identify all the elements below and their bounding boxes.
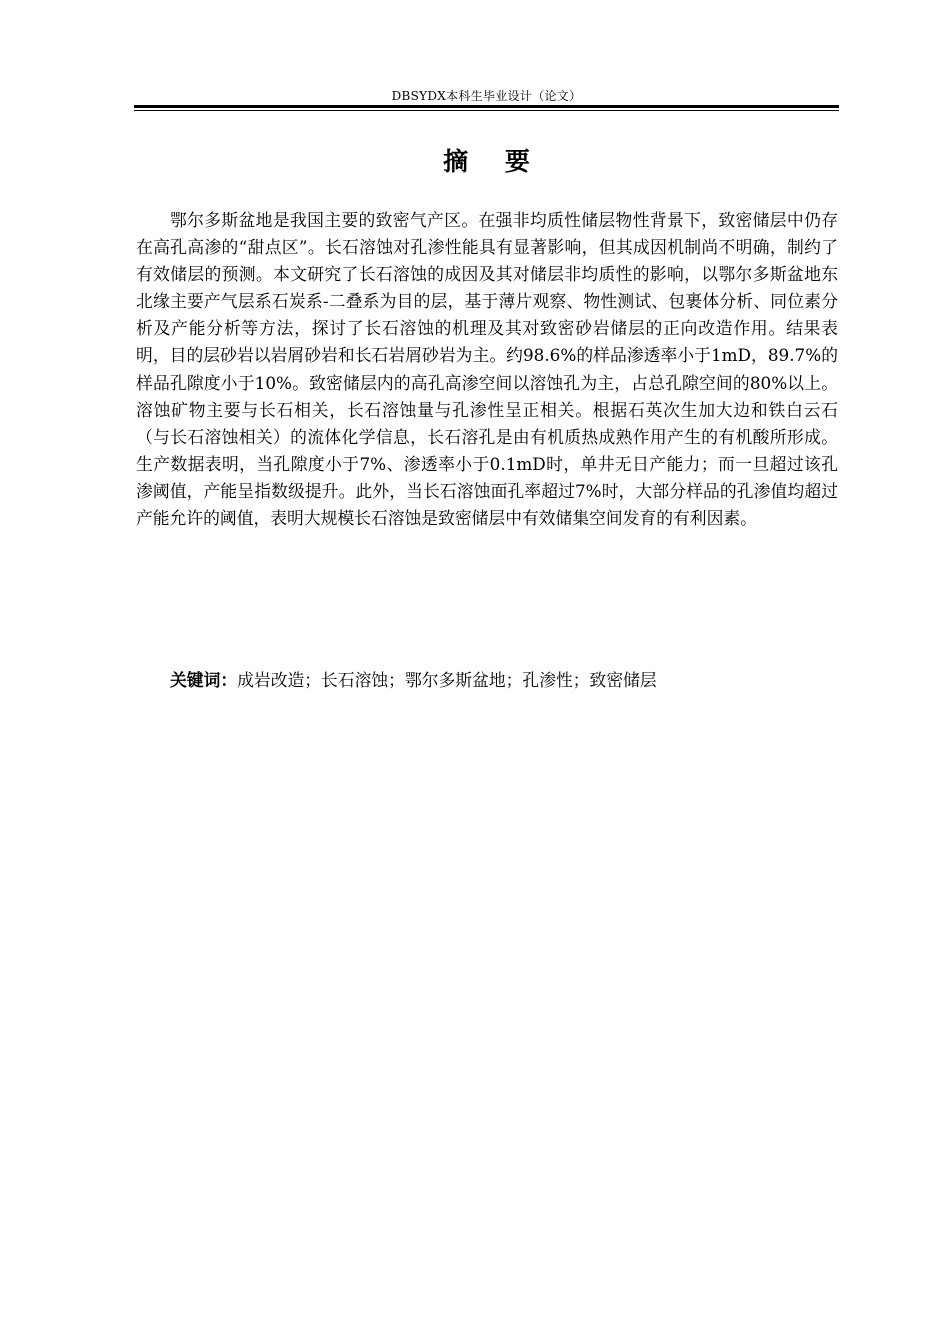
keywords-text: 成岩改造；长石溶蚀；鄂尔多斯盆地；孔渗性；致密储层 bbox=[237, 670, 657, 690]
header-rule-thin bbox=[134, 110, 839, 111]
keywords-line bbox=[170, 667, 838, 694]
keywords-label: 关键词： bbox=[170, 670, 238, 690]
page-header: DBSYDX本科生毕业设计（论文） bbox=[391, 89, 582, 103]
page-title: 摘 要 bbox=[443, 147, 544, 176]
abstract-paragraph: 鄂尔多斯盆地是我国主要的致密气产区。在强非均质性储层物性背景下，致密储层中仍存在高孔高渗的“甜点区”。长石溶蚀对孔渗性能具有显著影响，但其成因机制尚不明确，制约了有效储层的预测。本文研究了长石溶蚀的成因及其对储层非均质性的影响，以鄂尔多斯盆地东北缘主要产气层系石炭系-二叠系为目的层，基于薄片观察、物性测试、包裹体分析、同位素分析及产能分析等方法，探讨了长石溶蚀的机理及其对致密砂岩储层的正向改造作用。结果表明，目的层砂岩以岩屑砂岩和长石岩屑砂岩为主。约98.6%的样品渗透率小于1mD，89.7%的样品孔隙度小于10%。致密储层内的高孔高渗空间以溶蚀孔为主，占总孔隙空间的80%以上。溶蚀矿物主要与长石相关，长石溶蚀量与孔渗性呈正相关。根据石英次生加大边和铁白云石（与长石溶蚀相关）的流体化学信息，长石溶孔是由有机质热成熟作用产生的有机酸所形成。生产数据表明，当孔隙度小于7%、渗透率小于0.1mD时，单井无日产能力；而一旦超过该孔渗阈值，产能呈指数级提升。此外，当长石溶蚀面孔率超过7%时，大部分样品的孔渗值均超过产能允许的阈值，表明大规模长石溶蚀是致密储层中有效储集空间发育的有利因素。 bbox=[136, 210, 838, 529]
header-rule-thick bbox=[134, 105, 839, 108]
